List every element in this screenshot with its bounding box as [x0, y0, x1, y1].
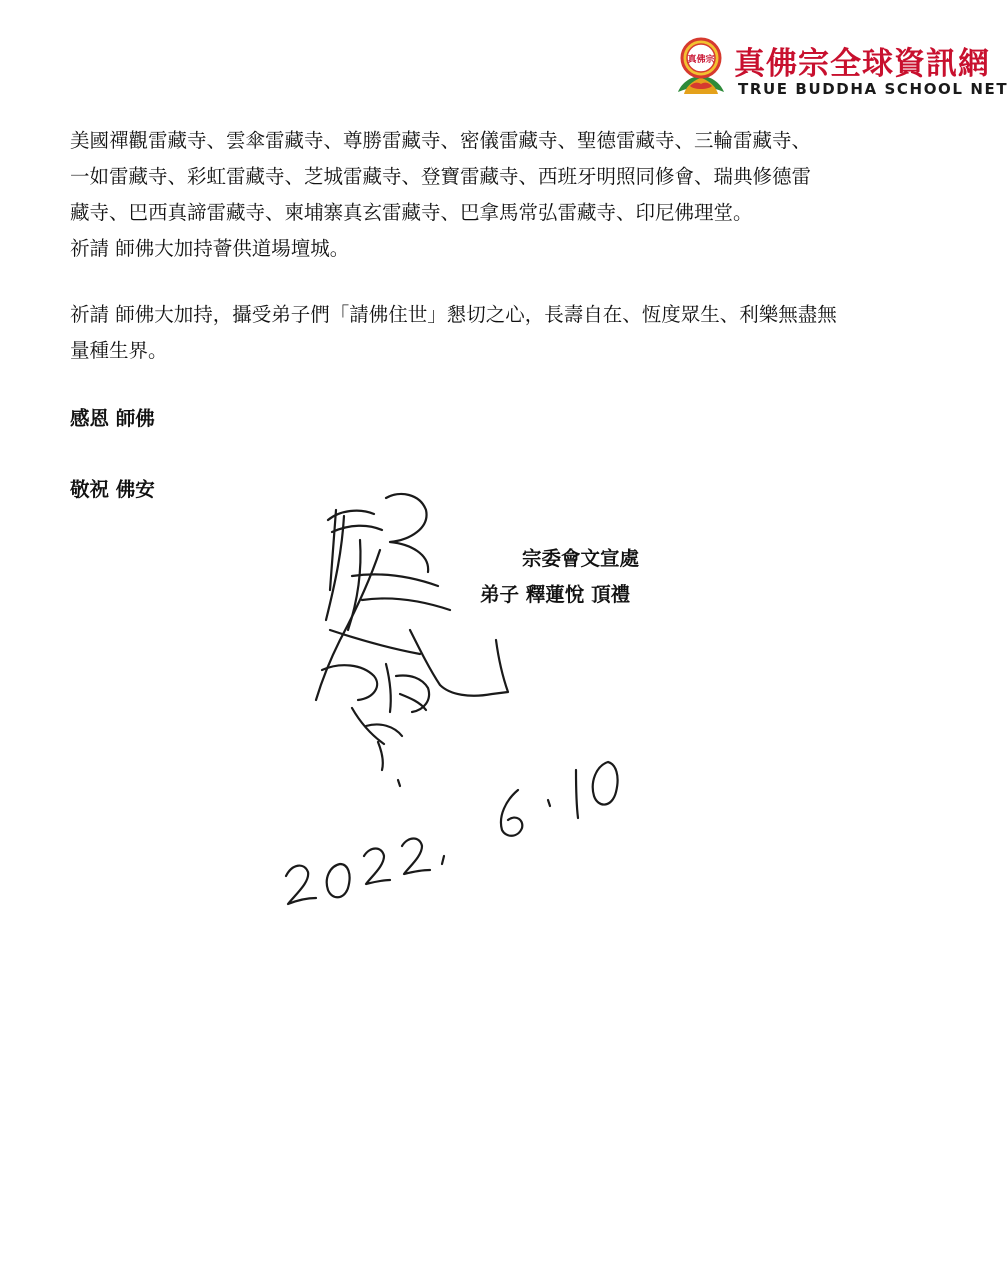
regards-line: 敬祝 佛安: [70, 478, 155, 501]
text-line: 美國禪觀雷藏寺、雲傘雷藏寺、尊勝雷藏寺、密儀雷藏寺、聖德雷藏寺、三輪雷藏寺、: [70, 129, 812, 152]
text-line: 祈請 師佛大加持，攝受弟子們「請佛住世」懇切之心，長壽自在、恆度眾生、利樂無盡無: [70, 303, 837, 326]
signature-department: 宗委會文宣處: [522, 547, 640, 570]
text-line: 一如雷藏寺、彩虹雷藏寺、芝城雷藏寺、登寶雷藏寺、西班牙明照同修會、瑞典修德雷: [70, 165, 812, 188]
text-line: 祈請 師佛大加持薈供道場壇城。: [70, 237, 350, 260]
thanks-line: 感恩 師佛: [70, 407, 155, 430]
emblem-text: 真佛宗: [687, 55, 715, 65]
text-line: 藏寺、巴西真諦雷藏寺、柬埔寨真玄雷藏寺、巴拿馬常弘雷藏寺、印尼佛理堂。: [70, 201, 753, 224]
handwritten-approval: [270, 480, 650, 920]
text-line: 量種生界。: [70, 339, 168, 362]
logo-title: 真佛宗全球資訊網: [734, 46, 990, 82]
temples-paragraph: [70, 123, 920, 267]
signature-name: 弟子 釋蓮悅 頂禮: [480, 583, 631, 606]
logo-subtitle: TRUE BUDDHA SCHOOL NET: [738, 80, 1008, 98]
blessing-paragraph: [70, 297, 920, 369]
site-logo: [672, 36, 1008, 102]
lotus-emblem-icon: [672, 36, 730, 98]
